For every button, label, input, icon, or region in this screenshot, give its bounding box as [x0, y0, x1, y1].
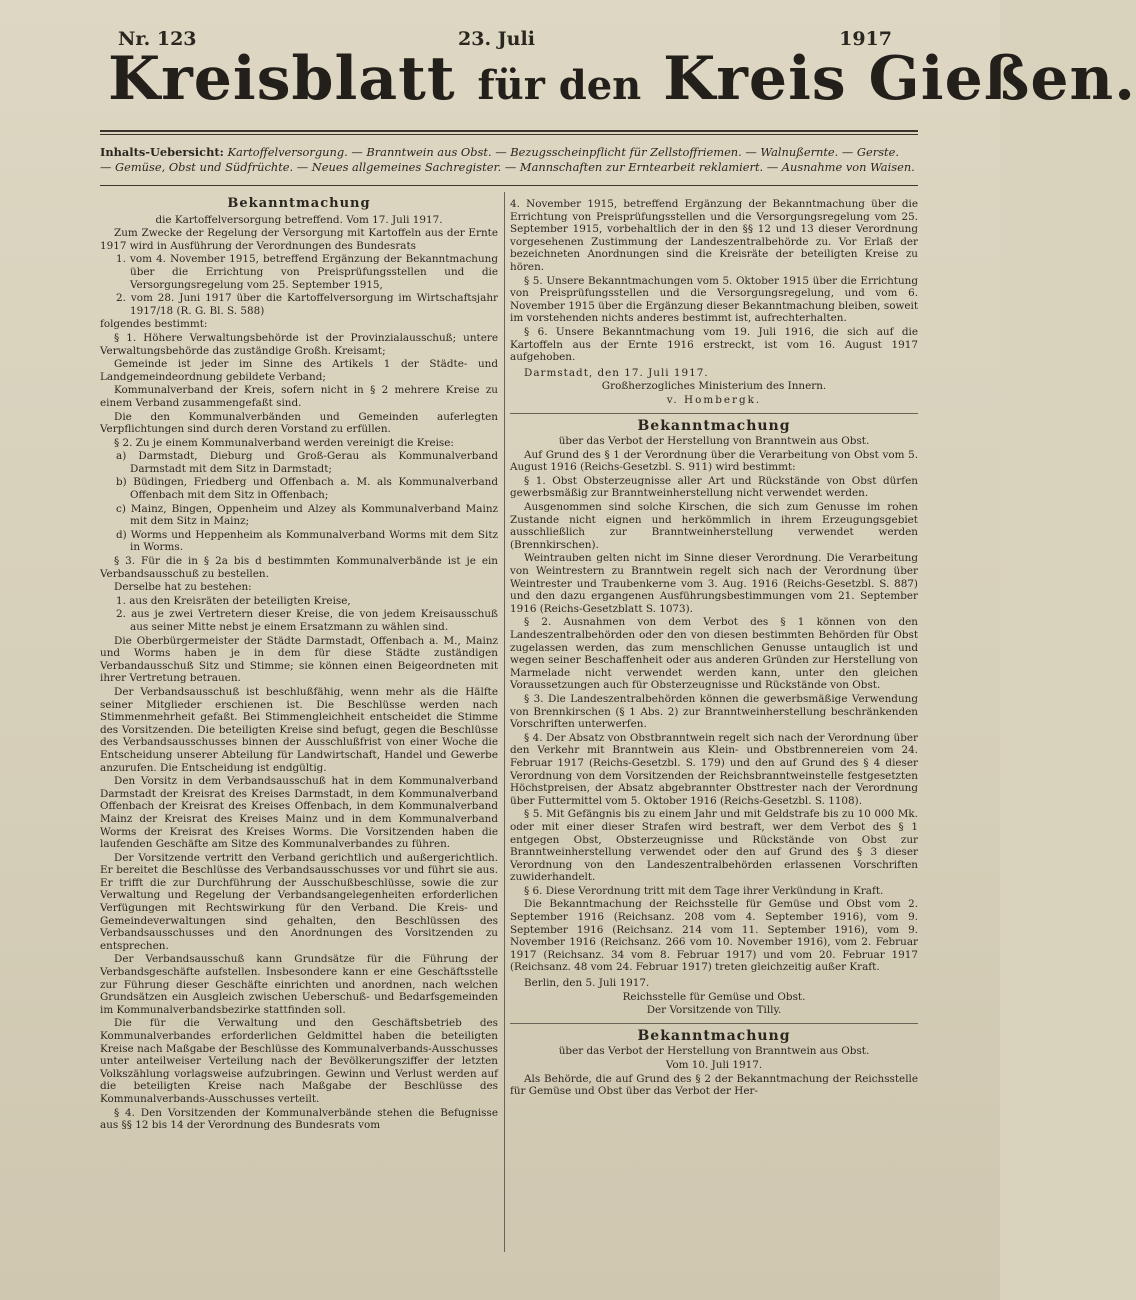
left-paragraph: b) Büdingen, Friedberg und Offenbach a. M. als Kommunalverband Offenbach mit dem Sitz in Offenbach; — [116, 476, 498, 502]
right-paragraph: Ausgenommen sind solche Kirschen, die sich zum Genusse im rohen Zustande nicht eignen und herkömmlich in ihrem Erzeugungsgebiet ausschließlich zur Branntweinherstellung verwendet werden (Brennkirschen). — [510, 501, 918, 551]
left-column — [100, 198, 498, 1240]
divider-top — [100, 130, 918, 132]
left-paragraph: folgendes bestimmt: — [100, 318, 208, 331]
right-paragraph: § 4. Der Absatz von Obstbranntwein regelt sich nach der Verordnung über den Verkehr mit Branntwein aus Klein- und Obstbrennereien vom 24. Februar 1917 (Reichs-Gesetzbl. S. 179) und den auf Grund des § 4 dieser Verordnung von dem Vorsitzenden der Reichsbranntweinstelle festgesetzten Höchstpreisen, der Absatz abgebrannter Obsttrester nach der Verordnung über Futtermittel vom 5. Oktober 1916 (Reichs-Gesetzbl. S. 1108). — [510, 731, 918, 807]
divider-contents — [100, 185, 918, 186]
right-paragraph-last: Als Behörde, die auf Grund des § 2 der Bekanntmachung der Reichsstelle für Gemüse und Obst über das Verbot der Her- — [510, 1072, 918, 1098]
left-paragraph: Die für die Verwaltung und den Geschäftsbetrieb des Kommunalverbandes erforderlichen Geldmittel haben die beteiligten Kreise nach Maßgabe der Beschlüsse des Kommunalverbands-Ausschusses unter anteilweiser Verteilung nach der Bevölkerungsziffer der letzten Volkszählung vorlagsweise aufzubringen. Gewinn und Verlust werden auf die beteiligten Kreise nach Maßgabe der Beschlüsse des Kommunalverbands-Ausschusses verteilt. — [100, 1017, 498, 1105]
divider-notice-2 — [510, 413, 918, 414]
right-paragraph: § 6. Diese Verordnung tritt mit dem Tage ihrer Verkündung in Kraft. — [524, 884, 884, 897]
title-part-fuer-den: für den — [477, 62, 642, 109]
divider-top-thin — [100, 134, 918, 135]
right-paragraph: § 6. Unsere Bekanntmachung vom 19. Juli 1916, die sich auf die Kartoffeln aus der Ernte 1916 erstreckt, ist vom 16. August 1917 aufgehoben. — [510, 325, 918, 364]
issue-date: 23. Juli — [458, 28, 535, 50]
left-paragraph: 1. aus den Kreisräten der beteiligten Kreise, — [116, 594, 351, 607]
authority-ministry: Großherzogliches Ministerium des Innern. — [601, 380, 827, 393]
right-heading-3: Bekanntmachung — [637, 1027, 791, 1044]
divider-notice-3 — [510, 1023, 918, 1024]
left-paragraph: Die Oberbürgermeister der Städte Darmstadt, Offenbach a. M., Mainz und Worms haben je in dem für diese Städte zuständigen Verbandausschuß Sitz und Stimme; sie können einen Beigeordneten mit ihrer Vertretung betrauen. — [100, 634, 498, 685]
contents-line-1: Kartoffelversorgung. — Branntwein aus Obst. — Bezugsscheinpflicht für Zellstoffriemen. — Walnußernte. — Gerste. — [227, 145, 899, 159]
right-paragraph: Auf Grund des § 1 der Verordnung über die Verarbeitung von Obst vom 5. August 1916 (Reichs-Gesetzbl. S. 911) wird bestimmt: — [510, 448, 918, 474]
title-part-kreisblatt: Kreisblatt — [108, 44, 456, 114]
left-paragraph: Der Vorsitzende vertritt den Verband gerichtlich und außergerichtlich. Er bereitet die Beschlüsse des Verbandsausschusses vor und führt sie aus. Er trifft die zur Durchführung der Ausschußbeschlüsse, sowie die zur Verwaltung und Regelung der Verbandsangelegenheiten erforderlichen Verfügungen mit Rechtswirkung für den Verband. Die Kreis- und Gemeindeverwaltungen sind gehalten, den Beschlüssen des Verbandsausschusses und den Anordnungen des Vorsitzenden zu entsprechen. — [100, 851, 498, 952]
left-paragraph: 2. aus je zwei Vertretern dieser Kreise, die von jedem Kreisausschuß aus seiner Mitte nebst je einem Ersatzmann zu wählen sind. — [116, 608, 498, 633]
right-paragraph: 4. November 1915, betreffend Ergänzung der Bekanntmachung über die Errichtung von Preisprüfungsstellen und die Versorgungsregelung vom 25. September 1915, vorbehaltlich der in den §§ 12 und 13 dieser Verordnung vorgesehenen Zustimmung der Landeszentralbehörde zu. Vor Erlaß der bezeichneten Anordnungen sind die Kreisräte der beteiligten Kreise zu hören. — [510, 198, 918, 273]
left-paragraph: a) Darmstadt, Dieburg und Groß-Gerau als Kommunalverband Darmstadt mit dem Sitz in Darmstadt; — [116, 450, 498, 475]
left-paragraph: Die den Kommunalverbänden und Gemeinden auferlegten Verpflichtungen sind durch deren Vorstand zu erfüllen. — [100, 410, 498, 436]
column-separator — [504, 192, 505, 1252]
left-paragraph: § 2. Zu je einem Kommunalverband werden vereinigt die Kreise: — [114, 436, 454, 449]
left-paragraph: 1. vom 4. November 1915, betreffend Ergänzung der Bekanntmachung über die Errichtung von Preisprüfungsstellen und die Versorgungsregelung vom 25. September 1915, — [116, 253, 498, 291]
left-paragraph: § 3. Für die in § 2a bis d bestimmten Kommunalverbände ist je ein Verbandsausschuß zu bestellen. — [100, 555, 498, 580]
signer-tilly: Der Vorsitzende von Tilly. — [646, 1004, 782, 1017]
signer-hombergk: v. Hombergk. — [666, 393, 762, 406]
right-paragraph: § 3. Die Landeszentralbehörden können die gewerbsmäßige Verwendung von Brennkirschen (§ 1 Abs. 2) zur Branntweinherstellung beschränkenden Vorschriften unterwerfen. — [510, 692, 918, 731]
right-paragraph: § 5. Unsere Bekanntmachungen vom 5. Oktober 1915 über die Errichtung von Preisprüfungsstellen und die Versorgungsregelung, und vom 6. November 1915 über die Ergänzung dieser Bekanntmachung bleiben, soweit im vorstehenden nichts anderes bestimmt ist, aufrechterhalten. — [510, 274, 918, 325]
issue-number: Nr. 123 — [118, 28, 197, 50]
left-paragraph: c) Mainz, Bingen, Oppenheim und Alzey als Kommunalverband Mainz mit dem Sitz in Mainz; — [116, 502, 498, 528]
authority-reichsstelle: Reichsstelle für Gemüse und Obst. — [622, 990, 806, 1003]
left-paragraph: § 1. Höhere Verwaltungsbehörde ist der Provinzialausschuß; untere Verwaltungsbehörde das zuständige Großh. Kreisamt; — [100, 331, 498, 357]
left-paragraph: Kommunalverband der Kreis, sofern nicht in § 2 mehrere Kreise zu einem Verband zusammengefaßt sind. — [100, 384, 498, 409]
right-column — [510, 198, 918, 1248]
right-heading-2: Bekanntmachung — [637, 417, 791, 434]
table-of-contents — [100, 145, 918, 175]
right-paragraph: § 5. Mit Gefängnis bis zu einem Jahr und mit Geldstrafe bis zu 10 000 Mk. oder mit einer dieser Strafen wird bestraft, wer dem Verbot des § 1 entgegen Obst, Obsterzeugnisse und Rückstände von Obst zur Branntweinherstellung verwendet oder den auf Grund des § 3 dieser Verordnung von den Landeszentralbehörden erlassenen Vorschriften zuwiderhandelt. — [510, 808, 918, 884]
left-paragraph: Derselbe hat zu bestehen: — [114, 581, 252, 594]
right-subheading-3: über das Verbot der Herstellung von Branntwein aus Obst. — [558, 1045, 870, 1058]
place-date-berlin: Berlin, den 5. Juli 1917. — [524, 977, 650, 990]
left-paragraph: 2. vom 28. Juni 1917 über die Kartoffelversorgung im Wirtschaftsjahr 1917/18 (R. G. Bl. S. 588) — [116, 292, 498, 317]
left-subheading: die Kartoffelversorgung betreffend. Vom 17. Juli 1917. — [155, 213, 443, 226]
right-paragraph: § 1. Obst Obsterzeugnisse aller Art und Rückstände von Obst dürfen gewerbsmäßig zur Branntweinherstellung nicht verwendet werden. — [510, 474, 918, 500]
left-paragraph: Den Vorsitz in dem Verbandsausschuß hat in dem Kommunalverband Darmstadt der Kreisrat des Kreises Darmstadt, in dem Kommunalverband Offenbach der Kreisrat des Kreises Offenbach, in dem Kommunalverband Mainz der Kreisrat des Kreises Mainz und in dem Kommunalverband Worms der Kreisrat des Kreises Worms. Die Vorsitzenden haben die laufenden Geschäfte am Sitze des Kommunalverbandes zu führen. — [100, 775, 498, 851]
left-paragraph: Zum Zwecke der Regelung der Versorgung mit Kartoffeln aus der Ernte 1917 wird in Ausführung der Verordnungen des Bundesrats — [100, 227, 498, 252]
contents-label: Inhalts-Uebersicht: — [100, 145, 224, 159]
place-date-darmstadt: Darmstadt, den 17. Juli 1917. — [524, 366, 709, 379]
left-paragraph: Der Verbandsausschuß ist beschlußfähig, wenn mehr als die Hälfte seiner Mitglieder erschienen ist. Die Beschlüsse werden nach Stimmenmehrheit gefaßt. Bei Stimmengleichheit entscheidet die Stimme des Vorsitzenden. Die beteiligten Kreise sind befugt, gegen die Beschlüsse des Verbandsausschusses binnen der Ausschlußfrist von einer Woche die Entscheidung unserer Abteilung für Landwirtschaft, Handel und Gewerbe anzurufen. Die Entscheidung ist endgültig. — [100, 685, 498, 774]
left-paragraph: Der Verbandsausschuß kann Grundsätze für die Führung der Verbandsgeschäfte aufstellen. Insbesondere kann er eine Geschäftsstelle zur Führung dieser Geschäfte einrichten und anordnen, nach welchen Grundsätzen ein Ausgleich zwischen Ueberschuß- und Bedarfsgemeinden im Kommunalverbandsbezirke stattfinden soll. — [100, 953, 498, 1016]
right-subheading-2: über das Verbot der Herstellung von Branntwein aus Obst. — [558, 435, 870, 448]
right-subheading-3-date: Vom 10. Juli 1917. — [665, 1059, 763, 1071]
contents-line-2: — Gemüse, Obst und Südfrüchte. — Neues allgemeines Sachregister. — Mannschaften zur Erntearbeit reklamiert. — Ausnahme von Waisen. — [100, 160, 915, 174]
left-paragraph: § 4. Den Vorsitzenden der Kommunalverbände stehen die Befugnisse aus §§ 12 bis 14 der Verordnung des Bundesrats vom — [100, 1106, 498, 1132]
issue-year: 1917 — [839, 28, 892, 50]
right-paragraph: § 2. Ausnahmen von dem Verbot des § 1 können von den Landeszentralbehörden oder den von diesen bestimmten Behörden für Obst zugelassen werden, das zum menschlichen Genusse untauglich ist und wegen seiner Beschaffenheit oder aus anderen Gründen zur Herstellung von Marmelade nicht verwendet werden kann, unter den gleichen Voraussetzungen auch für Obsterzeugnisse und Rückstände von Obst. — [510, 616, 918, 692]
right-paragraph: Weintrauben gelten nicht im Sinne dieser Verordnung. Die Verarbeitung von Weintrestern zu Branntwein regelt sich nach der Verordnung über Weintrester und Traubenkerne vom 3. Aug. 1916 (Reichs-Gesetzbl. S. 887) und den dazu ergangenen Ausführungsbestimmungen vom 21. September 1916 (Reichs-Gesetzblatt S. 1073). — [510, 552, 918, 615]
left-paragraph: d) Worms und Heppenheim als Kommunalverband Worms mit dem Sitz in Worms. — [116, 528, 498, 554]
left-paragraph: Gemeinde ist jeder im Sinne des Artikels 1 der Städte- und Landgemeindeordnung gebildete Verband; — [100, 358, 498, 383]
right-paragraph: Die Bekanntmachung der Reichsstelle für Gemüse und Obst vom 2. September 1916 (Reichsanz. 208 vom 4. September 1916), vom 9. September 1916 (Reichsanz. 214 vom 11. September 1916), vom 9. November 1916 (Reichsanz. 266 vom 10. November 1916), vom 2. Februar 1917 (Reichsanz. 34 vom 8. Februar 1917) und vom 20. Februar 1917 (Reichsanz. 48 vom 24. Februar 1917) treten gleichzeitig außer Kraft. — [510, 898, 918, 974]
title-part-kreis-giessen: Kreis Gießen. — [663, 44, 1136, 114]
newspaper-title — [108, 44, 1136, 114]
left-heading: Bekanntmachung — [227, 196, 371, 211]
